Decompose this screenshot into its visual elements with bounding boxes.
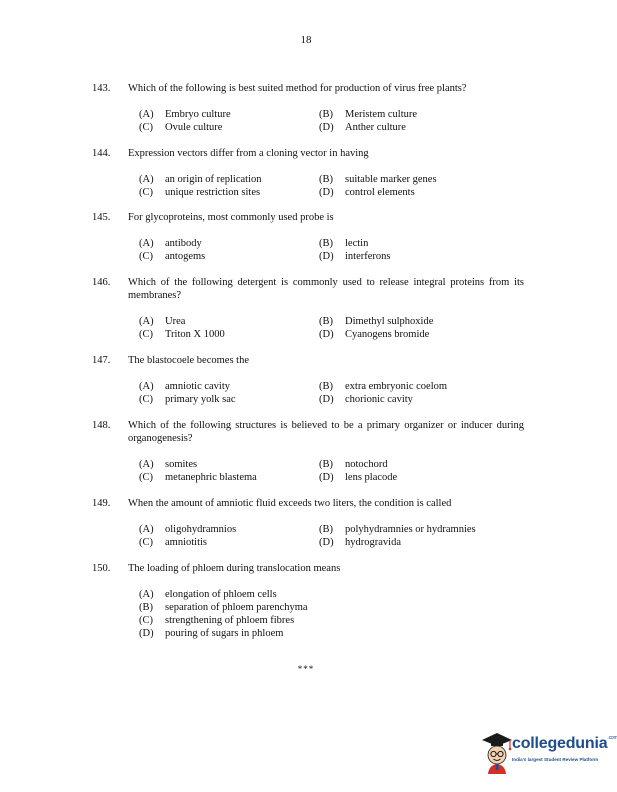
page-number: 18 [300, 34, 312, 46]
question-143 [92, 82, 524, 95]
option-c: (C) metanephric blastema [139, 472, 257, 483]
option-a: (A) somites [139, 459, 198, 470]
option-a: (A) Embryo culture [139, 109, 231, 120]
question-145 [92, 211, 524, 224]
question-text: For glycoproteins, most commonly used probe is [128, 212, 334, 223]
question-text: When the amount of amniotic fluid exceeds two liters, the condition is called [128, 498, 452, 509]
option-d: (D) Anther culture [319, 122, 406, 133]
option-b: (B) separation of phloem parenchyma [139, 602, 308, 613]
graduate-mascot-icon [480, 728, 514, 776]
collegedunia-logo [480, 726, 617, 776]
option-d: (D) interferons [319, 251, 391, 262]
brand-name: collegedunia$^{.com}$ [512, 735, 617, 752]
question-146 [92, 276, 524, 302]
option-b: (B) Dimethyl sulphoxide [319, 316, 434, 327]
option-c: (C) unique restriction sites [139, 187, 261, 198]
question-148 [92, 419, 524, 445]
question-number: 144. [92, 148, 111, 159]
option-c: (C) antogems [139, 251, 206, 262]
option-c: (C) amniotitis [139, 537, 207, 548]
question-number: 145. [92, 212, 111, 223]
question-text: Expression vectors differ from a cloning vector in having [128, 148, 369, 159]
option-a: (A) an origin of replication [139, 174, 262, 185]
question-text: Which of the following structures is believed to be a primary organizer or inducer during organogenesis? [128, 420, 524, 444]
question-number: 150. [92, 563, 111, 574]
option-c: (C) Triton X 1000 [139, 329, 225, 340]
question-text: The loading of phloem during translocation means [128, 563, 341, 574]
question-149 [92, 497, 524, 510]
option-d: (D) pouring of sugars in phloem [139, 628, 284, 639]
option-b: (B) extra embryonic coelom [319, 381, 448, 392]
option-b: (B) lectin [319, 238, 369, 249]
end-marker: *** [297, 664, 315, 674]
option-d: (D) chorionic cavity [319, 394, 413, 405]
option-d: (D) lens placode [319, 472, 398, 483]
option-d: (D) hydrogravida [319, 537, 401, 548]
option-c: (C) Ovule culture [139, 122, 223, 133]
question-number: 143. [92, 83, 111, 94]
option-a: (A) oligohydramnios [139, 524, 237, 535]
option-c: (C) strengthening of phloem fibres [139, 615, 295, 626]
option-b: (B) Meristem culture [319, 109, 418, 120]
question-number: 147. [92, 355, 111, 366]
option-d: (D) control elements [319, 187, 415, 198]
question-text: Which of the following detergent is commonly used to release integral proteins from its membranes? [128, 277, 524, 301]
question-text: Which of the following is best suited method for production of virus free plants? [128, 83, 467, 94]
option-a: (A) amniotic cavity [139, 381, 231, 392]
question-144 [92, 147, 524, 160]
brand-tagline: India's largest Student Review Platform [512, 757, 599, 762]
question-number: 146. [92, 277, 111, 288]
option-d: (D) Cyanogens bromide [319, 329, 430, 340]
question-number: 149. [92, 498, 111, 509]
option-b: (B) polyhydramnies or hydramnies [319, 524, 476, 535]
option-c: (C) primary yolk sac [139, 394, 236, 405]
option-a: (A) antibody [139, 238, 202, 249]
question-text: The blastocoele becomes the [128, 355, 249, 366]
option-b: (B) notochord [319, 459, 388, 470]
option-a: (A) Urea [139, 316, 186, 327]
option-a: (A) elongation of phloem cells [139, 589, 277, 600]
question-147 [92, 354, 524, 367]
question-150 [92, 562, 524, 575]
question-number: 148. [92, 420, 111, 431]
option-b: (B) suitable marker genes [319, 174, 437, 185]
